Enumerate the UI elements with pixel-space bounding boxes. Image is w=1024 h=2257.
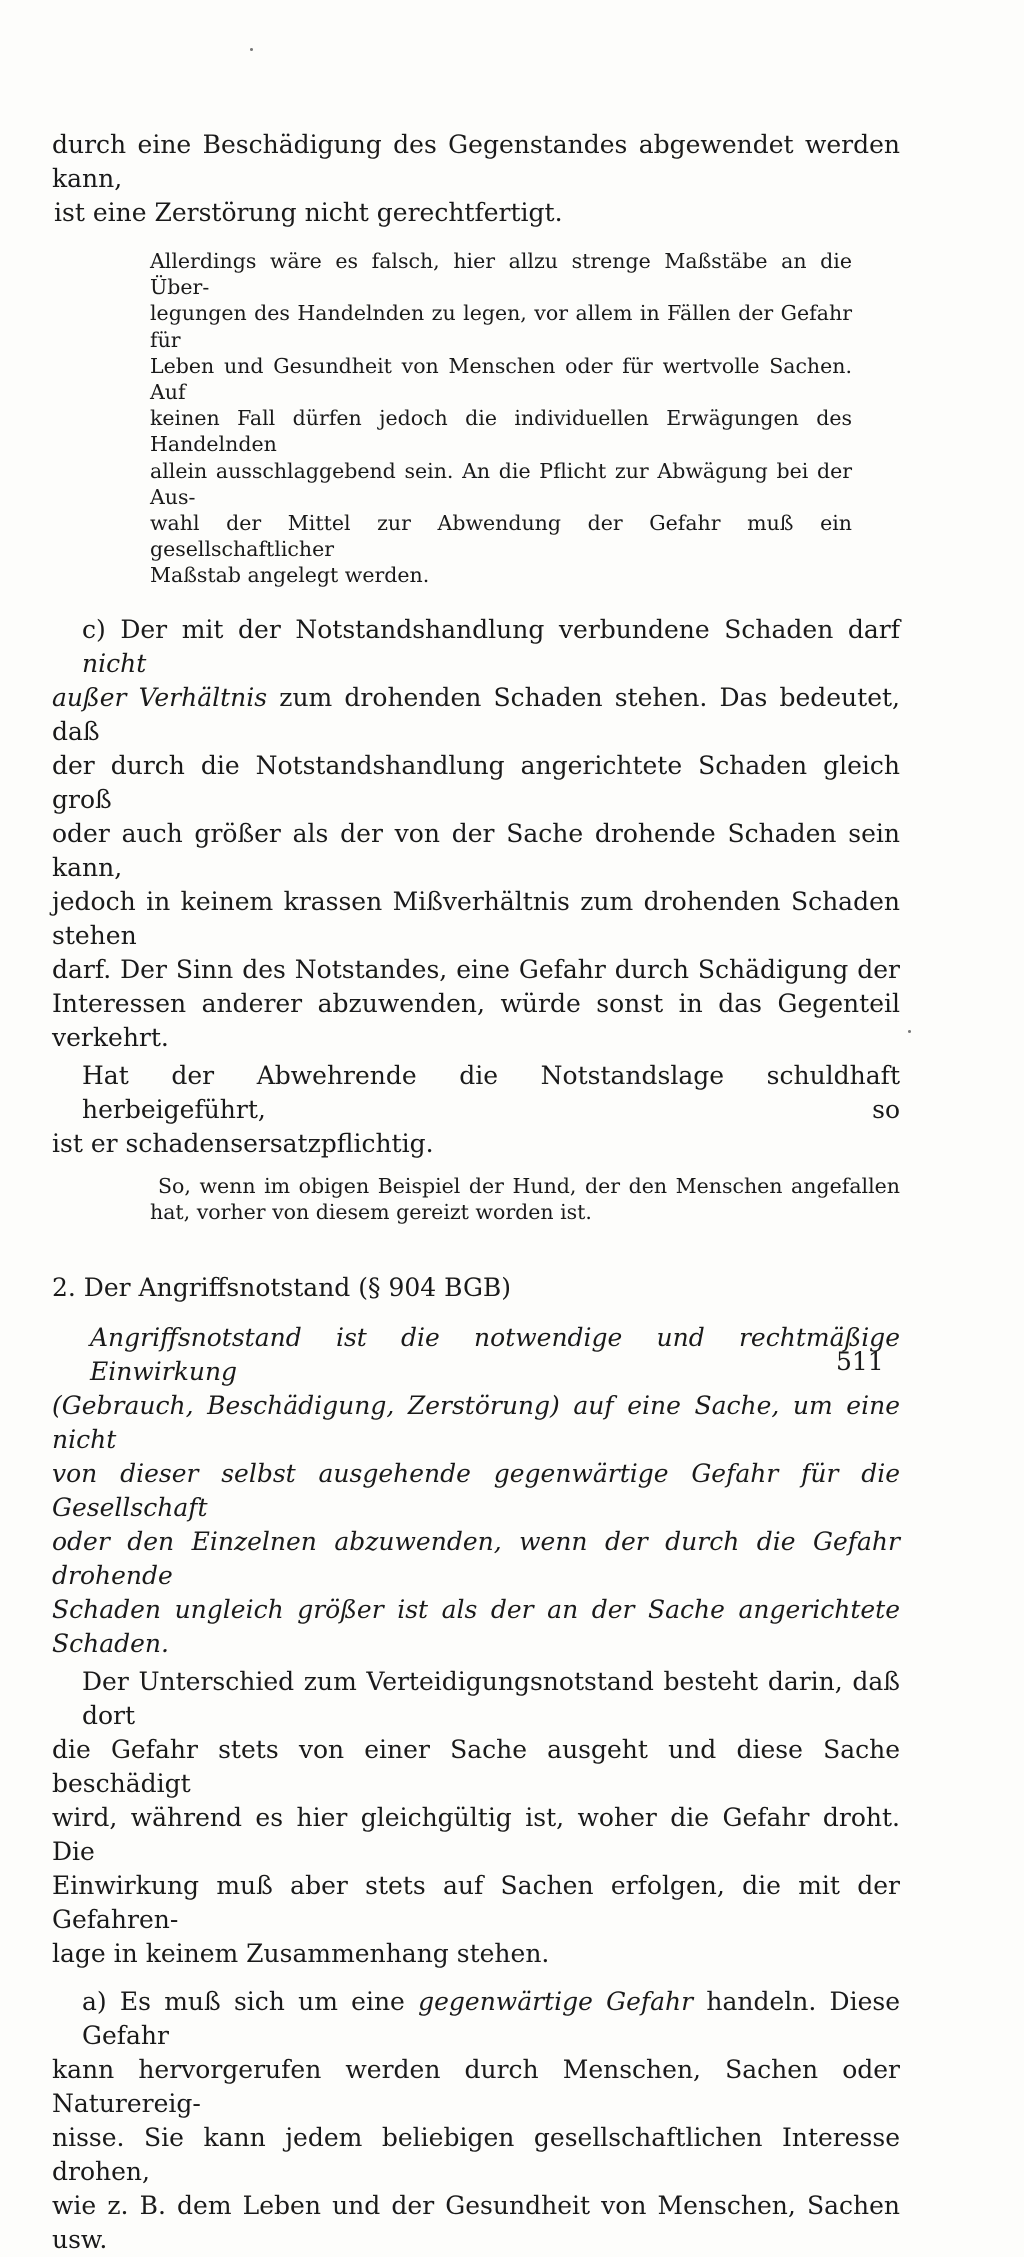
text-line: So, wenn im obigen Beispiel der Hund, der den Menschen angefallen [158, 1173, 900, 1198]
text-line: wird, während es hier gleichgültig ist, woher die Gefahr droht. Die [52, 1803, 900, 1867]
text-line: Einwirkung muß aber stets auf Sachen erfolgen, die mit der Gefahren- [52, 1871, 900, 1935]
text-line [52, 1985, 900, 2053]
text-line: wahl der Mittel zur Abwendung der Gefahr muß ein gesellschaftlicher [150, 511, 852, 562]
text-line: darf. Der Sinn des Notstandes, eine Gefahr durch Schädigung der [52, 954, 900, 984]
paragraph [52, 613, 900, 1055]
text-line: Hat der Abwehrende die Notstandslage schuldhaft herbeigeführt, so [82, 1060, 900, 1124]
page-body [52, 128, 900, 2257]
scan-speck [908, 1030, 911, 1033]
text-line: hat, vorher von diesem gereizt worden ist. [150, 1199, 592, 1224]
text-line: der durch die Notstandshandlung angerichtete Schaden gleich groß [52, 750, 900, 814]
text-line: von dieser selbst ausgehende gegenwärtige Gefahr für die Gesellschaft [52, 1459, 900, 1523]
paragraph [52, 1059, 900, 1161]
text-line: oder den Einzelnen abzuwenden, wenn der durch die Gefahr drohende [52, 1527, 900, 1591]
text-line [52, 681, 900, 749]
text-run: zum drohenden Schaden stehen. Das bedeutet, daß [52, 682, 900, 746]
text-line: Maßstab angelegt werden. [150, 563, 430, 588]
text-line: allein ausschlaggebend sein. An die Pflicht zur Abwägung bei der Aus- [150, 458, 852, 509]
page-number: 511 [836, 1347, 884, 1376]
text-line: Allerdings wäre es falsch, hier allzu strenge Maßstäbe an die Über- [150, 249, 852, 300]
text-line [52, 613, 900, 681]
text-run: a) Es muß sich um eine [82, 1987, 419, 2017]
text-line: keinen Fall dürfen jedoch die individuellen Erwägungen des Handelnden [150, 406, 852, 457]
text-line: ist eine Zerstörung nicht gerechtfertigt. [54, 198, 563, 227]
text-line: kann hervorgerufen werden durch Menschen, Sachen oder Naturereig- [52, 2055, 900, 2119]
text-line: nisse. Sie kann jedem beliebigen gesellschaftlichen Interesse drohen, [52, 2123, 900, 2187]
text-line: lage in keinem Zusammenhang stehen. [52, 1939, 550, 1969]
note-paragraph [52, 1173, 900, 1225]
text-line: ist er schadensersatzpflichtig. [52, 1128, 434, 1158]
text-line: Interessen anderer abzuwenden, würde sonst in das Gegenteil verkehrt. [52, 988, 900, 1052]
text-line: (Gebrauch, Beschädigung, Zerstörung) auf eine Sache, um eine nicht [52, 1391, 900, 1455]
text-line: jedoch in keinem krassen Mißverhältnis zum drohenden Schaden stehen [52, 886, 900, 950]
text-line: durch eine Beschädigung des Gegenstandes abgewendet werden kann, [52, 130, 900, 193]
section-heading: 2. Der Angriffsnotstand (§ 904 BGB) [52, 1273, 512, 1303]
paragraph [52, 128, 900, 230]
emphasis-text: außer Verhältnis [52, 682, 268, 712]
text-line: Der Unterschied zum Verteidigungsnotstand besteht darin, daß dort [82, 1667, 900, 1731]
definition-paragraph [52, 1321, 900, 1661]
text-line: legungen des Handelnden zu legen, vor allem in Fällen der Gefahr für [150, 301, 852, 352]
text-line: Schaden ungleich größer ist als der an der Sache angerichtete Schaden. [52, 1595, 900, 1659]
text-run: handeln. Diese Gefahr [82, 1987, 900, 2051]
text-run: c) Der mit der Notstandshandlung verbundene Schaden darf [82, 614, 900, 644]
text-line: Leben und Gesundheit von Menschen oder für wertvolle Sachen. Auf [150, 353, 852, 405]
paragraph [52, 1985, 900, 2257]
paragraph [52, 1665, 900, 1971]
text-line: Angriffsnotstand ist die notwendige und rechtmäßige Einwirkung [90, 1323, 900, 1387]
emphasis-text: nicht [82, 648, 147, 678]
text-line: wie z. B. dem Leben und der Gesundheit von Menschen, Sachen usw. [52, 2191, 900, 2255]
scan-speck [250, 48, 253, 51]
emphasis-text: gegenwärtige Gefahr [418, 1987, 694, 2017]
text-line: die Gefahr stets von einer Sache ausgeht und diese Sache beschädigt [52, 1735, 900, 1799]
text-line: oder auch größer als der von der Sache drohende Schaden sein kann, [52, 818, 900, 882]
note-paragraph [52, 248, 900, 589]
